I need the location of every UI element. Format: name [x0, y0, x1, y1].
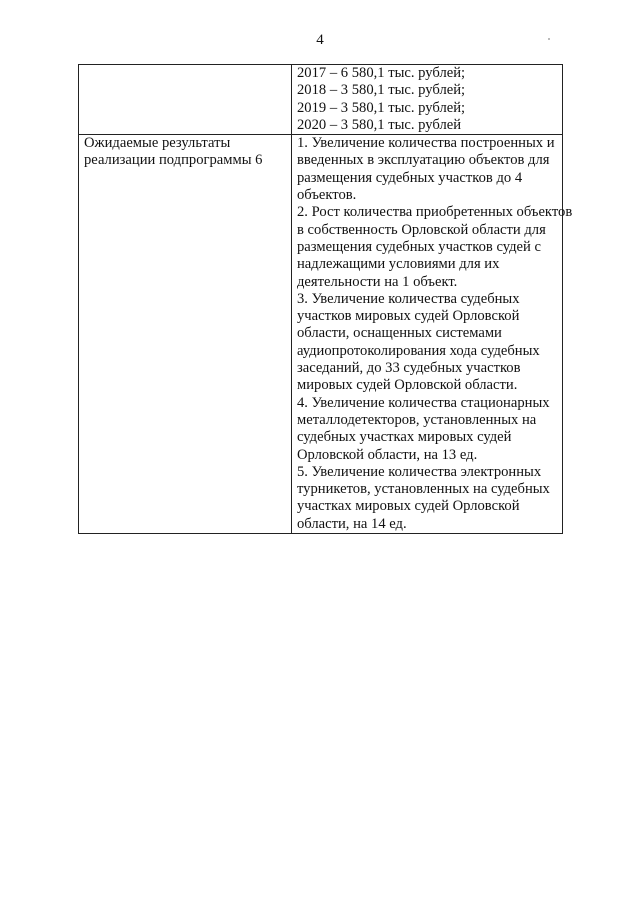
scan-speck: [548, 38, 550, 40]
label-line: реализации подпрограммы 6: [84, 152, 263, 169]
result-line: размещения судебных участков судей с: [297, 238, 541, 255]
funding-line-2020: 2020 – 3 580,1 тыс. рублей: [297, 116, 462, 133]
result-line: участков мировых судей Орловской: [297, 308, 520, 325]
funding-line-2017: 2017 – 6 580,1 тыс. рублей;: [297, 65, 466, 81]
result-line: 1. Увеличение количества построенных и: [297, 135, 555, 152]
result-line: мировых судей Орловской области.: [297, 377, 518, 394]
result-line: Орловской области, на 13 ед.: [297, 446, 478, 463]
funding-line-2019: 2019 – 3 580,1 тыс. рублей;: [297, 99, 466, 116]
result-line: деятельности на 1 объект.: [297, 273, 458, 290]
table-row-expected-results: [79, 135, 563, 534]
expected-results-label-cell: [79, 135, 292, 534]
result-line: в собственность Орловской области для: [297, 221, 546, 238]
result-line: области, оснащенных системами: [297, 325, 502, 342]
result-line: 4. Увеличение количества стационарных: [297, 394, 550, 411]
result-line: 2. Рост количества приобретенных объектов: [297, 204, 573, 221]
result-line: 5. Увеличение количества электронных: [297, 463, 542, 480]
page-number: 4: [316, 32, 324, 48]
result-line: металлодетекторов, установленных на: [297, 411, 537, 428]
result-line: аудиопротоколирования хода судебных: [297, 342, 540, 359]
result-line: участках мировых судей Орловской: [297, 498, 520, 515]
funding-line-2018: 2018 – 3 580,1 тыс. рублей;: [297, 82, 466, 99]
expected-results-text-cell: [292, 135, 573, 534]
funding-years-cell: [292, 65, 563, 135]
table-row-funding: [79, 65, 563, 135]
result-line: 3. Увеличение количества судебных: [297, 290, 520, 307]
result-line: турникетов, установленных на судебных: [297, 481, 550, 498]
funding-label-cell: [79, 65, 292, 135]
result-line: судебных участках мировых судей: [297, 429, 512, 446]
result-line: надлежащими условиями для их: [297, 256, 500, 273]
result-line: размещения судебных участков до 4: [297, 169, 523, 186]
result-line: объектов.: [297, 187, 357, 204]
result-line: заседаний, до 33 судебных участков: [297, 360, 521, 377]
label-line: Ожидаемые результаты: [84, 135, 231, 152]
result-line: области, на 14 ед.: [297, 515, 407, 532]
result-line: введенных в эксплуатацию объектов для: [297, 152, 550, 169]
subprogram-table: [78, 64, 573, 534]
